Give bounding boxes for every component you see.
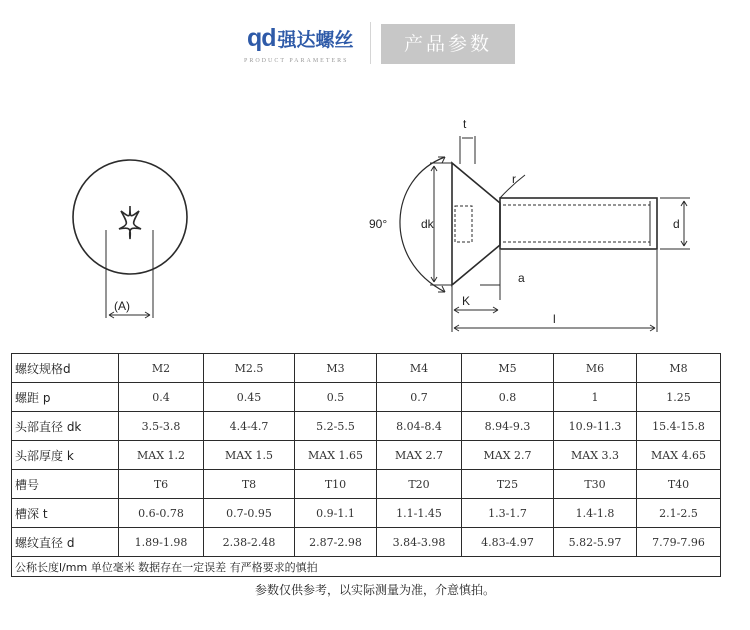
size-cell: M6 (554, 354, 637, 383)
table-cell: 2.38-2.48 (204, 528, 295, 557)
table-cell: MAX 1.5 (204, 441, 295, 470)
recess-hidden (455, 206, 472, 242)
label-d: d (673, 217, 680, 231)
brand-logo (247, 24, 354, 53)
table-cell: MAX 1.65 (295, 441, 377, 470)
table-note: 公称长度l/mm 单位毫米 数据存在一定误差 有严格要求的慎拍 (12, 557, 721, 577)
table-cell: 7.79-7.96 (637, 528, 721, 557)
table-cell: MAX 4.65 (637, 441, 721, 470)
size-cell: M2 (119, 354, 204, 383)
table-cell: MAX 3.3 (554, 441, 637, 470)
table-row (12, 499, 721, 528)
table-cell: 4.4-4.7 (204, 412, 295, 441)
logo-brand-name: 强达螺丝 (277, 29, 354, 51)
table-cell: 1 (554, 383, 637, 412)
table-cell: 4.83-4.97 (462, 528, 554, 557)
label-a: a (518, 271, 525, 285)
table-cell: 15.4-15.8 (637, 412, 721, 441)
table-cell: T40 (637, 470, 721, 499)
size-cell: M2.5 (204, 354, 295, 383)
label-dk: dk (421, 217, 434, 231)
table-cell: 0.4 (119, 383, 204, 412)
table-cell: T6 (119, 470, 204, 499)
screw-shank (500, 198, 657, 249)
header-label-cell: 螺纹规格d (12, 354, 119, 383)
title-box (381, 24, 515, 64)
table-cell: T20 (377, 470, 462, 499)
screw-side-view (400, 136, 690, 332)
table-cell: 3.84-3.98 (377, 528, 462, 557)
size-cell: M8 (637, 354, 721, 383)
row-label: 螺纹直径 d (12, 528, 119, 557)
dim-90-arrows (438, 157, 445, 292)
label-r: r (512, 172, 516, 186)
table-row (12, 383, 721, 412)
logo-latin: qd (247, 24, 276, 52)
table-row (12, 412, 721, 441)
row-label: 头部直径 dk (12, 412, 119, 441)
table-cell: 10.9-11.3 (554, 412, 637, 441)
table-cell: 2.87-2.98 (295, 528, 377, 557)
table-note-row (12, 557, 721, 577)
size-cell: M5 (462, 354, 554, 383)
table-cell: 8.94-9.3 (462, 412, 554, 441)
table-cell: 0.5 (295, 383, 377, 412)
table-cell: 1.25 (637, 383, 721, 412)
table-cell: 0.9-1.1 (295, 499, 377, 528)
table-cell: 1.89-1.98 (119, 528, 204, 557)
table-row (12, 470, 721, 499)
head-outline (73, 160, 187, 274)
table-cell: 0.6-0.78 (119, 499, 204, 528)
logo-tagline: PRODUCT PARAMETERS (244, 58, 349, 64)
label-90: 90° (369, 217, 388, 231)
table-cell: MAX 2.7 (462, 441, 554, 470)
label-t: t (463, 117, 467, 131)
row-label: 头部厚度 k (12, 441, 119, 470)
table-header-row (12, 354, 721, 383)
table-cell: MAX 2.7 (377, 441, 462, 470)
table-cell: T25 (462, 470, 554, 499)
head-top-view (73, 160, 187, 318)
table-cell: 0.7-0.95 (204, 499, 295, 528)
table-cell: 1.4-1.8 (554, 499, 637, 528)
screw-diagram (0, 100, 750, 340)
torx-recess-icon (119, 206, 141, 239)
table-cell: 8.04-8.4 (377, 412, 462, 441)
table-row (12, 441, 721, 470)
header-divider (370, 22, 371, 64)
table-cell: 0.7 (377, 383, 462, 412)
size-cell: M3 (295, 354, 377, 383)
label-K: K (462, 294, 471, 308)
table-cell: 1.3-1.7 (462, 499, 554, 528)
page-title: 产品参数 (403, 33, 492, 55)
row-label: 螺距 p (12, 383, 119, 412)
table-cell: 2.1-2.5 (637, 499, 721, 528)
table-cell: 5.2-5.5 (295, 412, 377, 441)
spec-table (11, 353, 721, 577)
table-cell: 3.5-3.8 (119, 412, 204, 441)
table-cell: MAX 1.2 (119, 441, 204, 470)
table-row (12, 528, 721, 557)
table-cell: T30 (554, 470, 637, 499)
label-l: l (553, 312, 556, 326)
table-cell: 0.45 (204, 383, 295, 412)
label-A: (A) (114, 299, 130, 313)
screw-head (452, 163, 500, 285)
table-cell: 1.1-1.45 (377, 499, 462, 528)
table-cell: 5.82-5.97 (554, 528, 637, 557)
table-cell: T8 (204, 470, 295, 499)
table-cell: 0.8 (462, 383, 554, 412)
table-cell: T10 (295, 470, 377, 499)
size-cell: M4 (377, 354, 462, 383)
page-header (0, 0, 750, 80)
row-label: 槽号 (12, 470, 119, 499)
footer-note: 参数仅供参考，以实际测量为准，介意慎拍。 (254, 583, 495, 597)
row-label: 槽深 t (12, 499, 119, 528)
